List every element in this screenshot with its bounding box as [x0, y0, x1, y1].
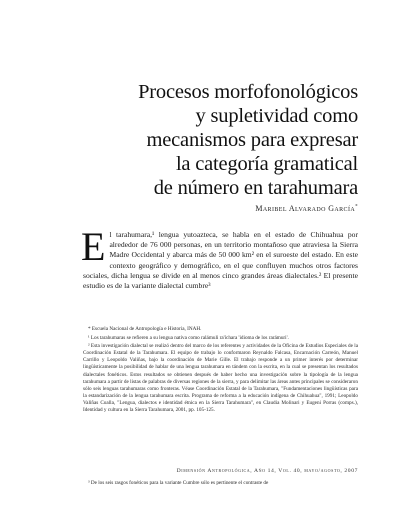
- journal-running-footer: Dimensión Antropológica, Año 14, Vol. 40, mayo/agosto, 2007: [176, 468, 358, 474]
- drop-cap: E: [81, 224, 106, 269]
- footnotes: [83, 326, 358, 416]
- body-paragraph: [81, 224, 358, 291]
- author-byline: [255, 204, 358, 213]
- footnote-continued: ³ De los seis rasgos fonéticos para la variante Cumbre sólo es pertinente el contraste de: [88, 480, 269, 486]
- title-line: la categoría gramatical: [175, 153, 358, 175]
- author-footnote-mark: *: [355, 204, 358, 210]
- title-line: de número en tarahumara: [153, 177, 358, 199]
- author-name: Maribel Alvarado García: [255, 204, 356, 213]
- body-text: l tarahumara,¹ lengua yutoazteca, se habla en el estado de Chihuahua por alrededor de 76 000 personas, en un territorio montañoso que atraviesa la Sierra Madre Occidental y abarca más de 50 000 km² en el suroeste del estado. En este contexto geográfico y demográfico, en el que confluyen muchos otros factores sociales, dicha lengua se divide en al menos cinco grandes áreas dialectales.² El presente estudio es de la variante dialectal cumbre³: [83, 230, 358, 291]
- title-line: Procesos morfofonológicos: [138, 81, 358, 103]
- title-line: y supletividad como: [195, 105, 358, 127]
- footnote: * Escuela Nacional de Antropología e Historia, INAH.: [88, 326, 202, 332]
- title-line: mecanismos para expresar: [146, 129, 358, 151]
- article-title: [58, 80, 358, 200]
- footnote: ² Esta investigación dialectal se realizó dentro del marco de los referentes y actividades de la Oficina de Estudios Especiales de la Coordinación Estatal de la Tarahumara. El equipo de trabajo lo conformaron Reynaldo Falcasa, Encarnación Carreón, Manuel Carrillo y Leopoldo Valiñas, bajo la coordinación de Marie Gille. El trabajo responde a un primer interés por determinar lingüísticamente la posibilidad de hablar de una lengua tarahumara en tándem con la escrita, en la cual se presentan los resultados dialectales fonéticos. Estos resultados se obtienen después de haber hecho una investigación sobre la tipología de la lengua tarahumara a partir de listas de palabras de diversas regiones de la sierra, y para delimitar las áreas antes principales se consideraron sólo seis lenguas tarahumaras como fronteras. Véase Coordinación Estatal de la Tarahumara, "Fundamentaciones lingüísticas para la estandarización de la lengua tarahumara escrita. Programa de reforma a la educación indígena de Chihuahua", 1991; Leopoldo Valiñas Coalla, "Lengua, dialectos e identidad étnica en la Sierra Tarahumara", en Claudia Molinari y Eugeni Porras (comps.), Identidad y cultura en la Sierra Tarahumara, 2001, pp. 105-125.: [83, 343, 358, 414]
- footnote: ¹ Los tarahumaras se refieren a su lengua nativa como ralámuli ra'íchara 'idioma de los rarámuri'.: [88, 334, 289, 341]
